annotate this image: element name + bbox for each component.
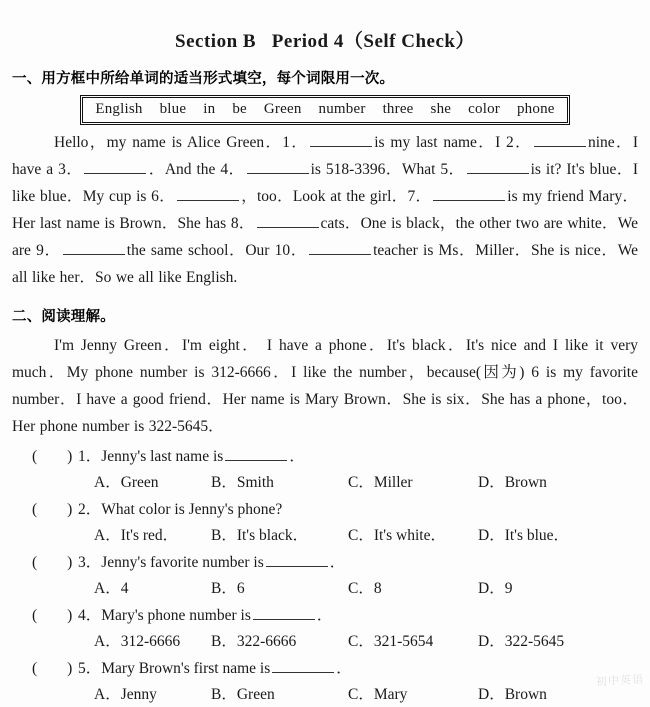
question-item bbox=[12, 550, 638, 601]
question-text-end: ． bbox=[316, 607, 333, 624]
cloze-blank-5[interactable] bbox=[467, 173, 529, 174]
question-number: 5． bbox=[78, 660, 102, 677]
question-blank[interactable] bbox=[272, 672, 334, 673]
cloze-passage bbox=[12, 129, 638, 291]
option-b[interactable]: B．322-6666 bbox=[211, 633, 297, 650]
option-a[interactable]: A．It's red． bbox=[94, 527, 179, 544]
answer-bracket[interactable]: ( ) bbox=[32, 607, 73, 624]
option-d[interactable]: D．It's blue． bbox=[478, 527, 570, 544]
option-b[interactable]: B．Smith bbox=[211, 474, 274, 491]
question-stem bbox=[12, 550, 638, 576]
word-bank-item: in bbox=[203, 101, 216, 117]
question-number: 3． bbox=[78, 554, 102, 571]
option-d[interactable]: D．9 bbox=[478, 580, 513, 597]
option-row bbox=[12, 523, 638, 548]
question-item bbox=[12, 497, 638, 548]
cloze-blank-9[interactable] bbox=[63, 254, 125, 255]
reading-passage: I'm Jenny Green．I'm eight． I have a phone．It's black．It's nice and I like it very much．My phone number is 312-6666．I like the number，because(因为) 6 is my favorite number．I have a good friend．Her name is Mary Brown．She is six．She has a phone，too．Her phone number is 322-5645． bbox=[12, 337, 638, 435]
option-d[interactable]: D．322-5645 bbox=[478, 633, 565, 650]
cloze-blank-4[interactable] bbox=[247, 173, 309, 174]
cloze-text: ．And the 4． bbox=[148, 161, 245, 178]
word-bank-item: phone bbox=[516, 101, 555, 117]
option-a[interactable]: A．312-6666 bbox=[94, 633, 181, 650]
question-item bbox=[12, 603, 638, 654]
question-stem bbox=[12, 497, 638, 523]
question-number: 1． bbox=[78, 448, 102, 465]
cloze-text: nine．I have a 3． bbox=[12, 134, 638, 178]
section-two-heading: 二、阅读理解。 bbox=[12, 309, 115, 325]
option-c[interactable]: C．Mary bbox=[348, 686, 408, 703]
answer-bracket[interactable]: ( ) bbox=[32, 501, 73, 518]
word-bank-container bbox=[12, 97, 638, 123]
word-bank-item: she bbox=[430, 101, 452, 117]
answer-bracket[interactable]: ( ) bbox=[32, 554, 73, 571]
question-number: 2． bbox=[78, 501, 102, 518]
question-number: 4． bbox=[78, 607, 102, 624]
watermark: 初中英语 bbox=[595, 672, 645, 689]
option-c[interactable]: C．It's white． bbox=[348, 527, 446, 544]
cloze-text: the same school．Our 10． bbox=[126, 242, 308, 259]
cloze-blank-2[interactable] bbox=[534, 146, 586, 147]
cloze-text: cats．One is black，the other two are white．We are 9． bbox=[12, 215, 638, 259]
word-bank-item: be bbox=[232, 101, 247, 117]
option-a[interactable]: A．Green bbox=[94, 474, 159, 491]
cloze-blank-1[interactable] bbox=[310, 146, 372, 147]
cloze-text: is it? It's blue．I like blue．My cup is 6． bbox=[12, 161, 638, 205]
cloze-blank-3[interactable] bbox=[84, 173, 146, 174]
question-text: Jenny's favorite number is bbox=[101, 554, 264, 571]
option-b[interactable]: B．Green bbox=[211, 686, 275, 703]
cloze-blank-6[interactable] bbox=[177, 200, 239, 201]
question-blank[interactable] bbox=[225, 460, 287, 461]
cloze-text: Hello，my name is Alice Green．1． bbox=[54, 134, 309, 151]
cloze-blank-7[interactable] bbox=[433, 200, 505, 201]
answer-bracket[interactable]: ( ) bbox=[32, 660, 73, 677]
option-b[interactable]: B．It's black． bbox=[211, 527, 309, 544]
section-one-heading: 一、用方框中所给单词的适当形式填空，每个词限用一次。 bbox=[12, 71, 395, 87]
question-item bbox=[12, 656, 638, 707]
question-item bbox=[12, 444, 638, 495]
option-a[interactable]: A．4 bbox=[94, 580, 129, 597]
option-row bbox=[12, 470, 638, 495]
option-row bbox=[12, 629, 638, 654]
question-stem bbox=[12, 603, 638, 629]
option-d[interactable]: D．Brown bbox=[478, 474, 547, 491]
question-text: What color is Jenny's phone? bbox=[101, 501, 283, 518]
question-blank[interactable] bbox=[266, 566, 328, 567]
option-c[interactable]: C．321-5654 bbox=[348, 633, 434, 650]
worksheet-page bbox=[0, 18, 650, 703]
option-row bbox=[12, 682, 638, 707]
question-text-end: ． bbox=[329, 554, 346, 571]
cloze-text: is 518-3396．What 5． bbox=[310, 161, 465, 178]
question-text-end: ． bbox=[289, 448, 305, 465]
cloze-text: is my last name．I 2． bbox=[374, 134, 532, 151]
option-row bbox=[12, 576, 638, 601]
option-d[interactable]: D．Brown bbox=[478, 686, 547, 703]
cloze-text: teacher is Ms．Miller．She is nice．We all like her．So we all like English. bbox=[12, 242, 638, 286]
word-bank-item: blue bbox=[159, 101, 187, 117]
question-list bbox=[12, 444, 638, 707]
option-c[interactable]: C．Miller bbox=[348, 474, 413, 491]
answer-bracket[interactable]: ( ) bbox=[32, 448, 73, 465]
word-bank-item: color bbox=[468, 101, 500, 117]
option-b[interactable]: B．6 bbox=[211, 580, 245, 597]
cloze-text: is my friend Mary．Her last name is Brown．She has 8． bbox=[12, 188, 638, 232]
cloze-blank-8[interactable] bbox=[257, 227, 319, 228]
word-bank-item: number bbox=[318, 101, 366, 117]
option-c[interactable]: C．8 bbox=[348, 580, 382, 597]
word-bank bbox=[82, 97, 567, 123]
word-bank-item: Green bbox=[263, 101, 302, 117]
word-bank-item: English bbox=[95, 101, 143, 117]
question-text-end: ． bbox=[336, 660, 352, 677]
question-blank[interactable] bbox=[253, 619, 315, 620]
question-stem bbox=[12, 444, 638, 470]
question-text: Jenny's last name is bbox=[101, 448, 224, 465]
option-a[interactable]: A．Jenny bbox=[94, 686, 157, 703]
question-text: Mary Brown's first name is bbox=[101, 660, 271, 677]
question-stem bbox=[12, 656, 638, 682]
question-text: Mary's phone number is bbox=[101, 607, 251, 624]
word-bank-item: three bbox=[382, 101, 414, 117]
cloze-text: ，too．Look at the girl．7． bbox=[240, 188, 432, 205]
page-title: Section B Period 4（Self Check） bbox=[175, 31, 475, 52]
cloze-blank-10[interactable] bbox=[309, 254, 371, 255]
